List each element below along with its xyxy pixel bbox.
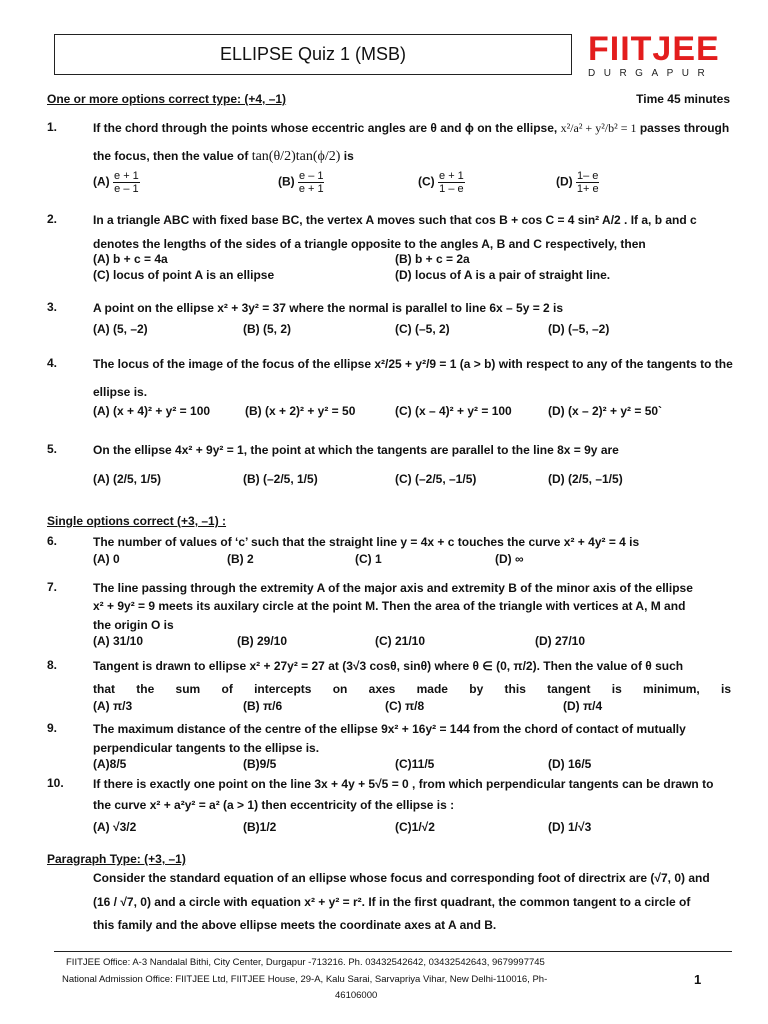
q2-number: 2.	[47, 212, 58, 226]
q1-option-c-fraction	[438, 170, 465, 195]
q6-line1: The number of values of ‘c’ such that the straight line y = 4x + c touches the curve x² + 4y² = 4 is	[93, 535, 640, 549]
q7-line1: The line passing through the extremity A of the major axis and extremity B of the minor axis of the ellipse	[93, 581, 693, 595]
q1-option-a[interactable]	[93, 170, 140, 195]
q4-option-c[interactable]: (C) (x – 4)² + y² = 100	[395, 404, 512, 418]
q3-option-a[interactable]: (A) (5, –2)	[93, 322, 148, 336]
q1-text-c: the focus, then the value of	[93, 149, 249, 163]
q9-line2: perpendicular tangents to the ellipse is.	[93, 741, 320, 755]
q10-line1: If there is exactly one point on the line 3x + 4y + 5√5 = 0 , from which perpendicular tangents can be drawn to	[93, 777, 714, 791]
q7-option-b[interactable]: (B) 29/10	[237, 634, 288, 648]
q4-option-d[interactable]: (D) (x – 2)² + y² = 50`	[548, 404, 663, 418]
q2-option-b[interactable]: (B) b + c = 2a	[395, 252, 470, 266]
q10-option-d[interactable]: (D) 1/√3	[548, 820, 592, 834]
footer-divider	[54, 951, 732, 952]
q7-option-c[interactable]: (C) 21/10	[375, 634, 426, 648]
q8-option-d[interactable]: (D) π/4	[563, 699, 603, 713]
q1-line1	[93, 120, 733, 136]
q2-option-a[interactable]: (A) b + c = 4a	[93, 252, 168, 266]
q1-d-num: 1– e	[577, 170, 599, 182]
q10-line2: the curve x² + a²y² = a² (a > 1) then eccentricity of the ellipse is :	[93, 798, 455, 812]
q6-option-a[interactable]: (A) 0	[93, 552, 120, 566]
q1-option-d-label: (D)	[556, 174, 573, 189]
q1-number: 1.	[47, 120, 58, 134]
section-heading-single: Single options correct (+3, –1) :	[47, 514, 227, 528]
q1-text-d: is	[343, 149, 354, 163]
q2-line2: denotes the lengths of the sides of a triangle opposite to the angles A, B and C respectively, then	[93, 237, 646, 251]
q1-a-den: e – 1	[114, 183, 139, 195]
q6-option-b[interactable]: (B) 2	[227, 552, 254, 566]
q4-line2: ellipse is.	[93, 385, 148, 399]
q7-option-a[interactable]: (A) 31/10	[93, 634, 144, 648]
q5-number: 5.	[47, 442, 58, 456]
section-heading-paragraph: Paragraph Type: (+3, –1)	[47, 852, 186, 866]
q9-number: 9.	[47, 721, 58, 735]
q4-line1: The locus of the image of the focus of the ellipse x²/25 + y²/9 = 1 (a > b) with respect to any of the tangents to the	[93, 357, 733, 371]
q1-option-b-label: (B)	[278, 174, 295, 189]
q4-option-b[interactable]: (B) (x + 2)² + y² = 50	[245, 404, 356, 418]
q10-number: 10.	[47, 776, 64, 790]
q9-option-a[interactable]: (A)8/5	[93, 757, 127, 771]
q4-number: 4.	[47, 356, 58, 370]
q7-number: 7.	[47, 580, 58, 594]
q1-c-num: e + 1	[439, 170, 464, 182]
fiitjee-logo	[588, 32, 734, 82]
q5-option-c[interactable]: (C) (–2/5, –1/5)	[395, 472, 477, 486]
q9-option-c[interactable]: (C)11/5	[395, 757, 435, 771]
q1-option-b[interactable]	[278, 170, 324, 195]
q2-line1: In a triangle ABC with fixed base BC, the vertex A moves such that cos B + cos C = 4 sin² A/2 . If a, b and c	[93, 213, 697, 227]
footer-national-office: National Admission Office: FIITJEE Ltd, FIITJEE House, 29-A, Kalu Sarai, Sarvapriya Vihar, New Delhi-110016, Ph-	[62, 974, 548, 985]
section-heading-multi: One or more options correct type: (+4, –1)	[47, 92, 287, 106]
q1-option-a-label: (A)	[93, 174, 110, 189]
q5-option-b[interactable]: (B) (–2/5, 1/5)	[243, 472, 318, 486]
q10-option-c[interactable]: (C)1/√2	[395, 820, 435, 834]
q6-option-c[interactable]: (C) 1	[355, 552, 382, 566]
q5-option-a[interactable]: (A) (2/5, 1/5)	[93, 472, 162, 486]
q3-number: 3.	[47, 300, 58, 314]
footer-phone: 46106000	[335, 990, 378, 1001]
paragraph-line2: (16 / √7, 0) and a circle with equation x² + y² = r². If in the first quadrant, the common tangent to a circle of	[93, 895, 691, 909]
q1-d-den: 1+ e	[576, 183, 599, 195]
time-limit: Time 45 minutes	[636, 92, 730, 106]
q1-option-d-fraction	[576, 170, 599, 195]
q10-option-b[interactable]: (B)1/2	[243, 820, 277, 834]
q5-line1: On the ellipse 4x² + 9y² = 1, the point at which the tangents are parallel to the line 8x = 9y are	[93, 443, 619, 457]
q9-option-d[interactable]: (D) 16/5	[548, 757, 592, 771]
logo-subtitle: DURGAPUR	[588, 68, 714, 79]
q1-option-d[interactable]	[556, 170, 599, 195]
q1-c-den: 1 – e	[439, 183, 464, 195]
q1-text-b: passes through	[639, 121, 730, 135]
q8-option-c[interactable]: (C) π/8	[385, 699, 425, 713]
q6-number: 6.	[47, 534, 58, 548]
q3-option-d[interactable]: (D) (–5, –2)	[548, 322, 610, 336]
q7-line2: x² + 9y² = 9 meets its auxilary circle at the point M. Then the area of the triangle with vertices at A, M and	[93, 599, 686, 613]
page-number: 1	[694, 972, 702, 987]
q1-line2	[93, 148, 354, 165]
q3-option-c[interactable]: (C) (–5, 2)	[395, 322, 450, 336]
q8-line2: that the sum of intercepts on axes made by this tangent is minimum, is	[93, 682, 731, 696]
logo-text: FIITJEE	[588, 30, 720, 68]
q5-option-d[interactable]: (D) (2/5, –1/5)	[548, 472, 623, 486]
q2-option-c[interactable]: (C) locus of point A is an ellipse	[93, 268, 275, 282]
q1-option-c[interactable]	[418, 170, 465, 195]
q10-option-a[interactable]: (A) √3/2	[93, 820, 137, 834]
q1-option-a-fraction	[113, 170, 140, 195]
q3-line1: A point on the ellipse x² + 3y² = 37 where the normal is parallel to line 6x – 5y = 2 is	[93, 301, 564, 315]
q9-line1: The maximum distance of the centre of the ellipse 9x² + 16y² = 144 from the chord of contact of mutually	[93, 722, 686, 736]
paragraph-line3: this family and the above ellipse meets the coordinate axes at A and B.	[93, 918, 497, 932]
q7-line3: the origin O is	[93, 618, 174, 632]
q8-number: 8.	[47, 658, 58, 672]
q7-option-d[interactable]: (D) 27/10	[535, 634, 586, 648]
q6-option-d[interactable]: (D) ∞	[495, 552, 524, 566]
q4-option-a[interactable]: (A) (x + 4)² + y² = 100	[93, 404, 211, 418]
q1-b-num: e – 1	[299, 170, 324, 182]
footer-office: FIITJEE Office: A-3 Nandalal Bithi, City Center, Durgapur -713216. Ph. 03432542642, 03432542643, 9679997745	[66, 957, 545, 968]
q1-option-b-fraction	[298, 170, 324, 195]
q1-expression: tan(θ/2)tan(ϕ/2)	[251, 149, 341, 164]
q9-option-b[interactable]: (B)9/5	[243, 757, 277, 771]
paragraph-line1: Consider the standard equation of an ellipse whose focus and corresponding foot of directrix are (√7, 0) and	[93, 871, 710, 885]
q1-text-a: If the chord through the points whose eccentric angles are θ and ϕ on the ellipse,	[93, 121, 558, 135]
q1-b-den: e + 1	[298, 183, 324, 195]
q8-option-a[interactable]: (A) π/3	[93, 699, 133, 713]
q1-option-c-label: (C)	[418, 174, 435, 189]
quiz-title: ELLIPSE Quiz 1 (MSB)	[54, 34, 572, 75]
q8-line1: Tangent is drawn to ellipse x² + 27y² = 27 at (3√3 cosθ, sinθ) where θ ∈ (0, π/2). Then the value of θ such	[93, 659, 684, 673]
q1-a-num: e + 1	[114, 170, 139, 182]
q2-option-d[interactable]: (D) locus of A is a pair of straight line.	[395, 268, 611, 282]
q1-ellipse-eq: x²/a² + y²/b² = 1	[560, 121, 637, 135]
q3-option-b[interactable]: (B) (5, 2)	[243, 322, 291, 336]
q8-option-b[interactable]: (B) π/6	[243, 699, 283, 713]
